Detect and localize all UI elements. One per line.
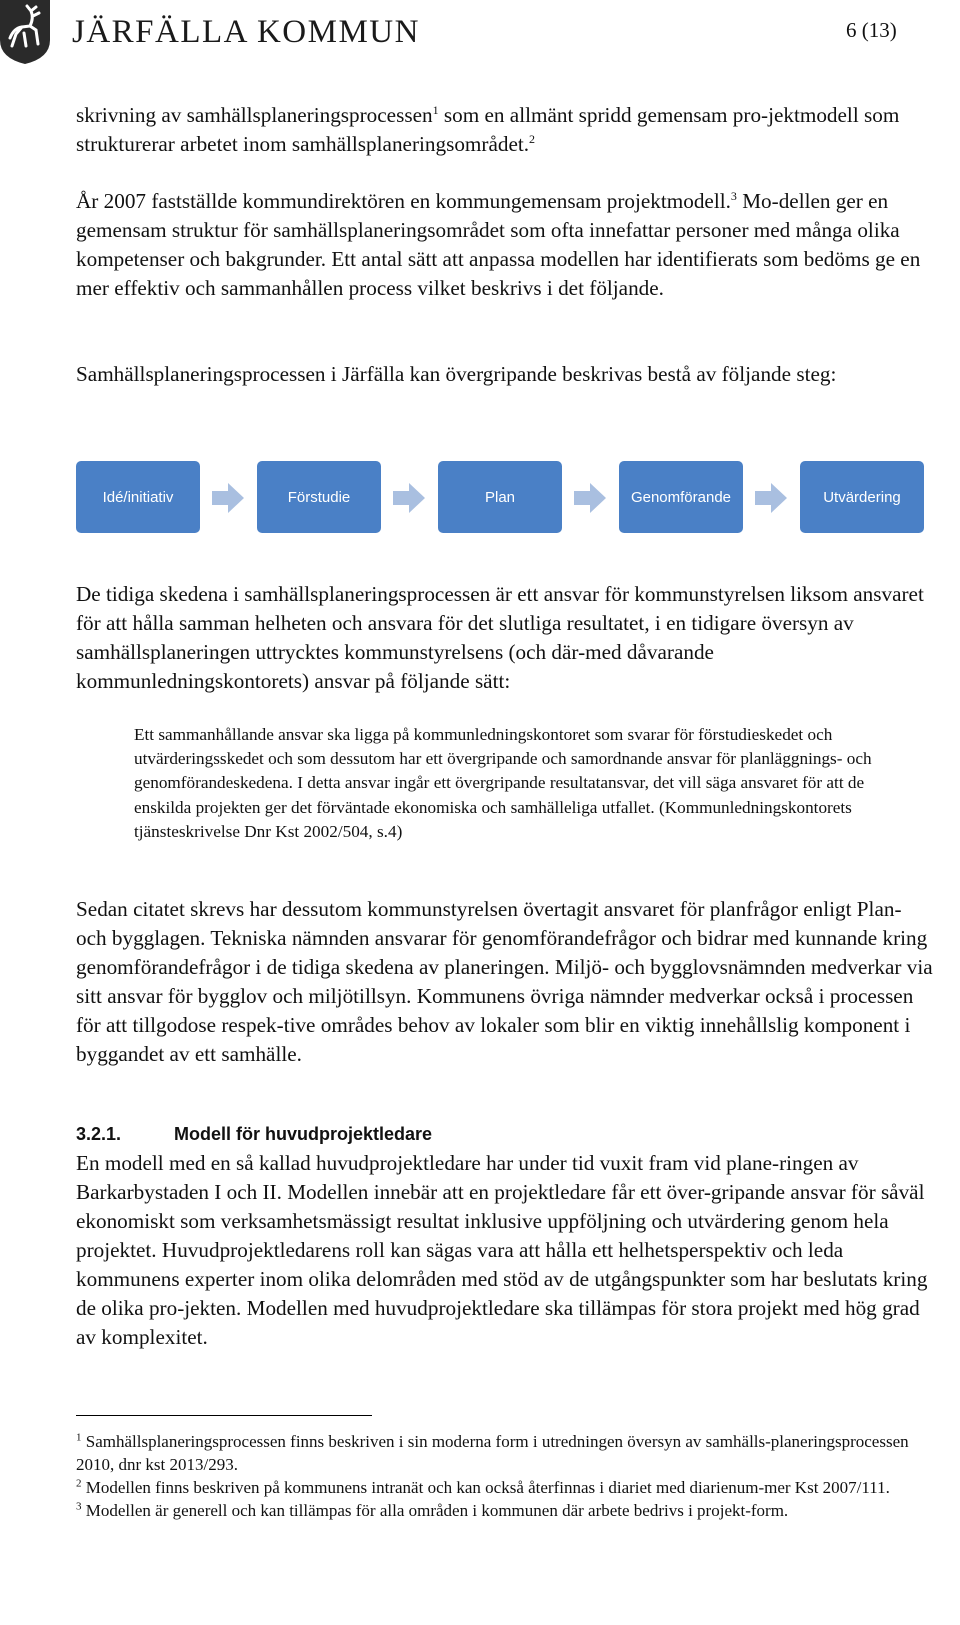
paragraph-early-stages: De tidiga skedena i samhällsplaneringsprocessen är ett ansvar för kommunstyrelsen liksom ansvaret för att hålla samman helheten och ansvara för det slutliga resultatet, i en tidigare översyn av samhällsplaneringen uttrycktes kommunstyrelsens (och där-med dåvarande kommunledningskontorets) ansvar på följande sätt: <box>76 582 924 693</box>
paragraph-since-quote: Sedan citatet skrevs har dessutom kommunstyrelsen övertagit ansvaret för planfrågor enligt Plan- och bygglagen. Tekniska nämnden ansvarar för genomförandefrågor och bidrar med kunnande kring genomförandefrågor i de tidiga skedena av planeringen. Miljö- och bygglovsnämnden medverkar via sitt ansvar för bygglov och miljötillsyn. Kommunens övriga nämnder medverkar också i processen för att tillgodose respek-tive områdes behov av lokaler som blir en viktig innehållslig komponent i byggandet av ett samhälle. <box>76 897 933 1066</box>
step-plan: Plan <box>438 461 562 533</box>
footnote-ref-3[interactable]: 3 <box>730 188 737 203</box>
paragraph-intro: skrivning av samhällsplaneringsprocessen$^1$ som en allmänt spridd gemensam pro-jektmodell som strukturerar arbetet inom samhällsplaneringsområdet.$^2$ <box>76 102 900 156</box>
footnote: $^1$ Samhällsplaneringsprocessen finns beskriven i sin moderna form i utredningen översyn av samhälls-planeringsprocessen 2010, dnr kst 2013/293. <box>76 1431 909 1474</box>
step-evaluation: Utvärdering <box>800 461 924 533</box>
coat-of-arms-logo <box>0 0 52 64</box>
footnote: $^3$ Modellen är generell och kan tillämpas för alla områden i kommunen där arbete bedrivs i projekt-form. <box>76 1500 789 1520</box>
arrow-right-icon <box>574 483 606 513</box>
paragraph-project-model: År 2007 fastställde kommundirektören en kommungemensam projektmodell.$^3$ Mo-dellen ger en gemensam struktur för samhällsplaneringsområdet som ofta innefattar personer med många olika kompetenser och bakgrunder. Ett antal sätt att anpassa modellen har identifierats som bedöms ge en mer effektiv och sammanhållen process vilket beskrivs i det följande. <box>76 188 921 300</box>
paragraph-steps-intro: Samhällsplaneringsprocessen i Järfälla kan övergripande beskrivas bestå av följande steg: <box>76 362 837 386</box>
brand-name: JÄRFÄLLA KOMMUN <box>72 14 420 50</box>
step-idea-initiative: Idé/initiativ <box>76 461 200 533</box>
section-title: Modell för huvudprojektledare <box>174 1124 433 1144</box>
page-number: 6 (13) <box>846 18 897 42</box>
footnote-divider <box>76 1415 372 1416</box>
footnote-ref-2[interactable]: 2 <box>529 131 536 146</box>
footnotes <box>76 1430 934 1522</box>
step-implementation: Genomförande <box>619 461 743 533</box>
arrow-right-icon <box>393 483 425 513</box>
paragraph-main-project-manager: En modell med en så kallad huvudprojektledare har under tid vuxit fram vid plane-ringen av Barkarbystaden I och II. Modellen innebär att en projektledare får ett över-gripande ansvar för såväl ekonomiskt som verksamhetsmässigt resultat inklusive uppföljning och utvärdering genom hela projektet. Huvudprojektledarens roll kan sägas vara att hålla ett helhetsperspektiv och leda kommunens experter inom olika delområden med stöd av de utgångspunkter som har beslutats kring de olika pro-jekten. Modellen med huvudprojektledare ska tillämpas för stora projekt med hög grad av komplexitet. <box>76 1151 928 1349</box>
section-heading <box>76 1124 432 1145</box>
footnote: $^2$ Modellen finns beskriven på kommunens intranät och kan också återfinnas i diariet med diarienum-mer Kst 2007/111. <box>76 1477 890 1497</box>
step-pre-study: Förstudie <box>257 461 381 533</box>
process-flow-diagram <box>76 461 936 535</box>
block-quote: Ett sammanhållande ansvar ska ligga på kommunledningskontoret som svarar för förstudieskedet och utvärderingsskedet och som dessutom har ett övergripande och samordnande ansvar för planläggnings- och genomförandeskedena. I detta ansvar ingår ett övergripande resultatansvar, det vill säga ansvaret för att de enskilda projekten ger det förväntade ekonomiska och samhälleliga utfallet. (Kommunledningskontorets tjänsteskrivelse Dnr Kst 2002/504, s.4) <box>134 725 872 841</box>
arrow-right-icon <box>755 483 787 513</box>
arrow-right-icon <box>212 483 244 513</box>
section-number: 3.2.1. <box>76 1124 122 1144</box>
footnote-ref-1[interactable]: 1 <box>432 102 439 117</box>
